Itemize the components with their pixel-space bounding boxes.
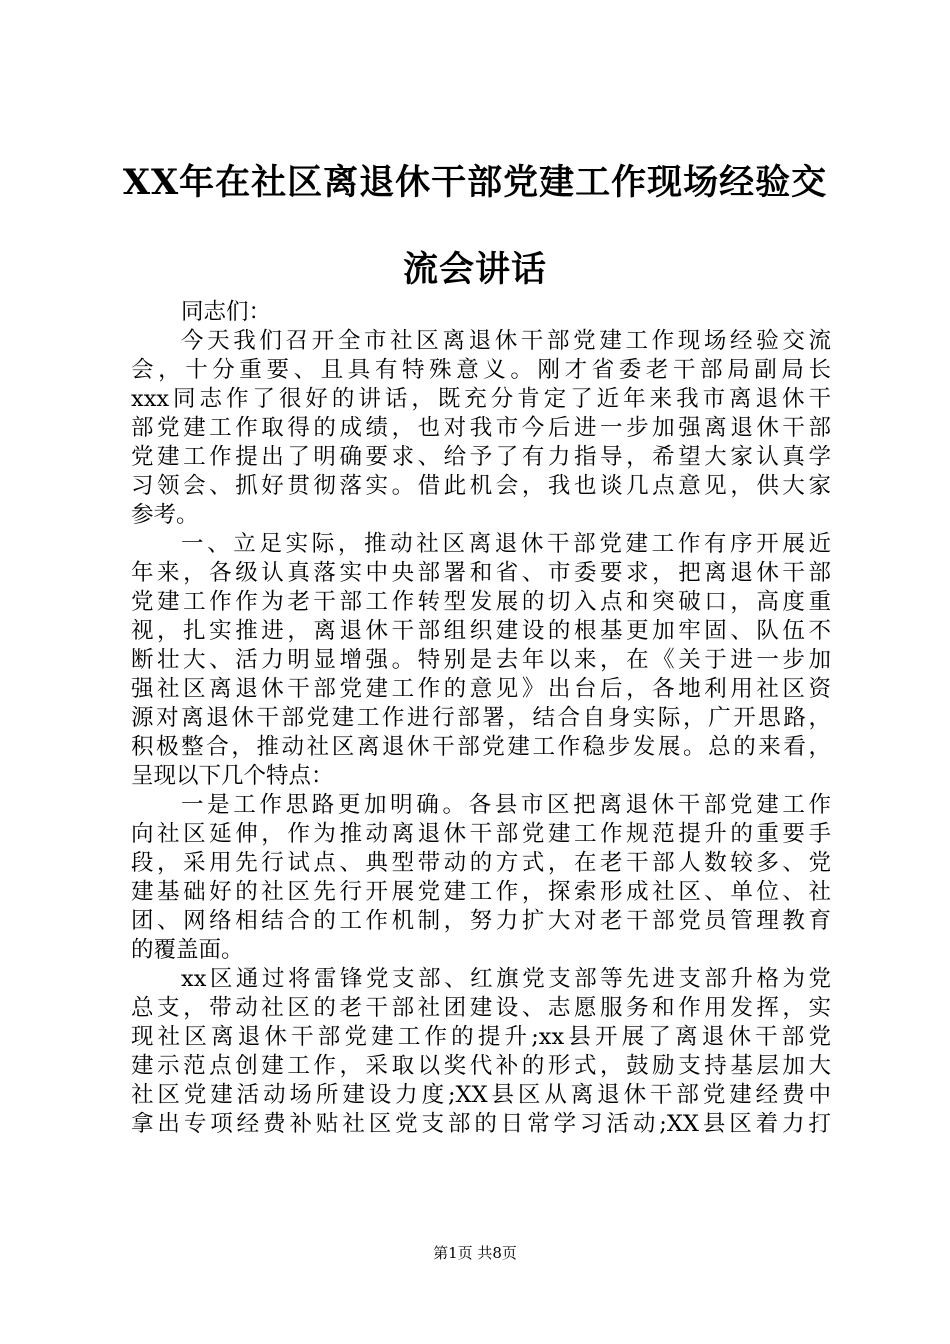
body-line: 断壮大、活力明显增强。特别是去年以来，在《关于进一步加 — [131, 647, 831, 673]
body-line: 源对离退休干部党建工作进行部署，结合自身实际，广开思路， — [131, 705, 831, 731]
body-line: 同志们： — [181, 299, 272, 325]
body-line: 呈现以下几个特点： — [131, 763, 334, 789]
body-line: 党建工作提出了明确要求、给予了有力指导，希望大家认真学 — [131, 444, 831, 470]
body-line: 视，扎实推进，离退休干部组织建设的根基更加牢固、队伍不 — [131, 618, 831, 644]
body-line: 年来，各级认真落实中央部署和省、市委要求，把离退休干部 — [131, 560, 831, 586]
body-line: 团、网络相结合的工作机制，努力扩大对老干部党员管理教育 — [131, 908, 831, 934]
body-line: 社区党建活动场所建设力度;XX县区从离退休干部党建经费中 — [131, 1082, 831, 1108]
body-line: xxx同志作了很好的讲话，既充分肯定了近年来我市离退休干 — [131, 386, 831, 412]
body-line: 拿出专项经费补贴社区党支部的日常学习活动;XX县区着力打 — [131, 1111, 831, 1137]
body-line: 向社区延伸，作为推动离退休干部党建工作规范提升的重要手 — [131, 821, 831, 847]
body-line: 现社区离退休干部党建工作的提升;xx县开展了离退休干部党 — [131, 1024, 831, 1050]
body-line: xx区通过将雷锋党支部、红旗党支部等先进支部升格为党 — [181, 966, 831, 992]
body-line: 段，采用先行试点、典型带动的方式，在老干部人数较多、党 — [131, 850, 831, 876]
body-line: 今天我们召开全市社区离退休干部党建工作现场经验交流 — [181, 328, 831, 354]
body-line: 会，十分重要、且具有特殊意义。刚才省委老干部局副局长 — [131, 357, 831, 383]
body-line: 的覆盖面。 — [131, 937, 244, 963]
body-line: 参考。 — [131, 502, 199, 528]
body-line: 部党建工作取得的成绩，也对我市今后进一步加强离退休干部 — [131, 415, 831, 441]
body-line: 积极整合，推动社区离退休干部党建工作稳步发展。总的来看， — [131, 734, 831, 760]
body-line: 党建工作作为老干部工作转型发展的切入点和突破口，高度重 — [131, 589, 831, 615]
body-line: 建示范点创建工作，采取以奖代补的形式，鼓励支持基层加大 — [131, 1053, 831, 1079]
page-footer: 第1页 共8页 — [433, 1244, 517, 1262]
body-line: 习领会、抓好贯彻落实。借此机会，我也谈几点意见，供大家 — [131, 473, 831, 499]
body-line: 一是工作思路更加明确。各县市区把离退休干部党建工作 — [181, 792, 831, 818]
document-body — [131, 298, 831, 1139]
body-line: 强社区离退休干部党建工作的意见》出台后，各地利用社区资 — [131, 676, 831, 702]
body-line: 一、立足实际，推动社区离退休干部党建工作有序开展近 — [181, 531, 831, 557]
document-title-line-2: 流会讲话 — [402, 249, 547, 290]
body-line: 建基础好的社区先行开展党建工作，探索形成社区、单位、社 — [131, 879, 831, 905]
document-title-line-1: XX年在社区离退休干部党建工作现场经验交 — [122, 162, 828, 203]
body-line: 总支，带动社区的老干部社团建设、志愿服务和作用发挥，实 — [131, 995, 831, 1021]
